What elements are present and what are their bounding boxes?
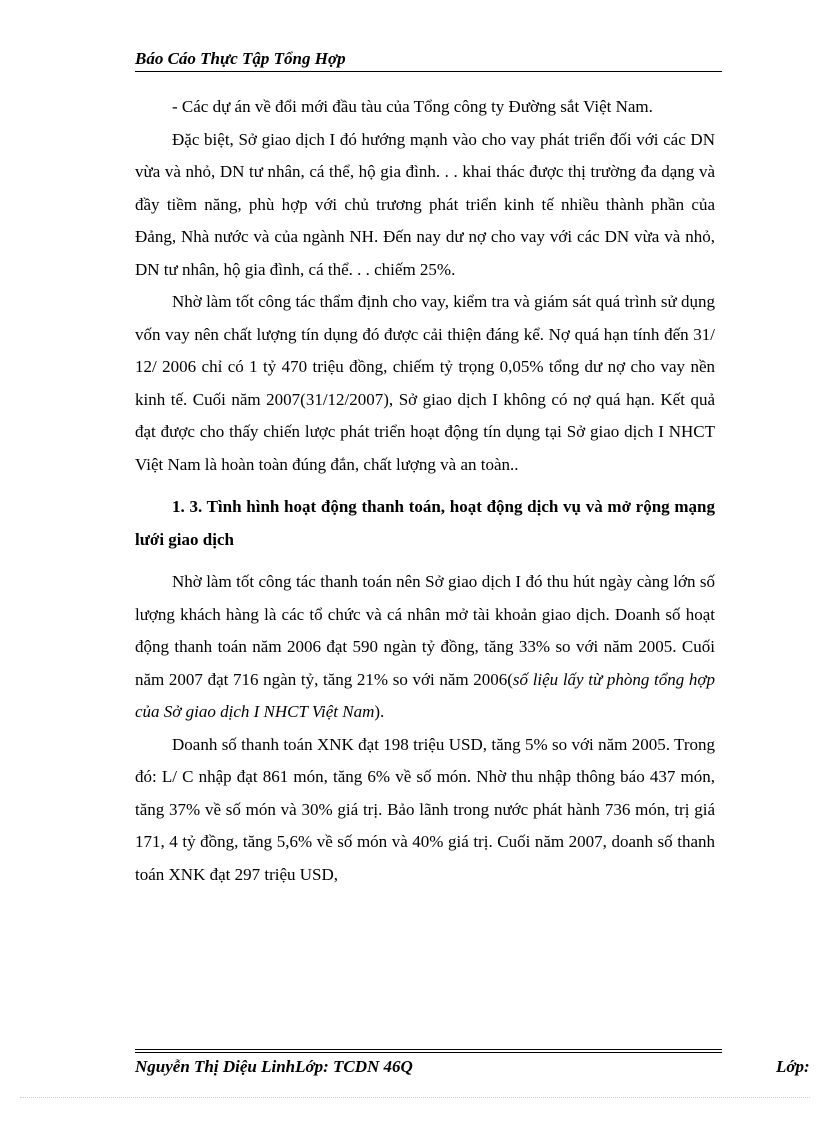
document-body — [135, 91, 715, 891]
footer-divider-bottom — [135, 1052, 722, 1053]
paragraph-projects: - Các dự án về đổi mới đầu tàu của Tổng công ty Đường sắt Việt Nam. — [172, 97, 653, 116]
report-title: Báo Cáo Thực Tập Tổng Hợp — [135, 49, 346, 68]
footer-class-label: Lớp: — [776, 1057, 810, 1076]
paragraph-payments — [135, 566, 715, 729]
footer-author: Nguyễn Thị Diệu LinhLớp: TCDN 46Q — [135, 1057, 413, 1076]
payments-text-end: ). — [374, 702, 385, 721]
page-edge-dotted-line — [20, 1097, 810, 1098]
payments-text: Nhờ làm tốt công tác thanh toán nên Sở giao dịch I đó thu hút ngày càng lớn số lượng khách hàng là các tổ chức và cá nhân mở tài khoản giao dịch. Doanh số hoạt động thanh toán năm 2006 đạt 590 ngàn tỷ đồng, tăng 33% so với năm 2005. Cuối năm 2007 đạt 716 ngàn tỷ, tăng 21% so với năm 2006( — [135, 572, 715, 689]
footer-divider-top — [135, 1049, 722, 1050]
paragraph-import-export: Doanh số thanh toán XNK đạt 198 triệu USD, tăng 5% so với năm 2005. Trong đó: L/ C nhập đạt 861 món, tăng 6% về số món. Nhờ thu nhập thông báo 437 món, tăng 37% về số món và 30% giá trị. Bảo lãnh trong nước phát hành 736 món, trị giá 171, 4 tỷ đồng, tăng 5,6% về số món và 40% giá trị. Cuối năm 2007, doanh số thanh toán XNK đạt 297 triệu USD, — [135, 734, 715, 884]
paragraph-credit-quality: Nhờ làm tốt công tác thẩm định cho vay, kiểm tra và giám sát quá trình sử dụng vốn vay nên chất lượng tín dụng đó được cải thiện đáng kể. Nợ quá hạn tính đến 31/ 12/ 2006 chỉ có 1 tỷ 470 triệu đồng, chiếm tỷ trọng 0,05% tổng dư nợ cho vay nền kinh tế. Cuối năm 2007(31/12/2007), Sở giao dịch I không có nợ quá hạn. Kết quả đạt được cho thấy chiến lược phát triển hoạt động tín dụng tại Sở giao dịch I NHCT Việt Nam là hoàn toàn đúng đắn, chất lượng và an toàn.. — [135, 292, 715, 474]
header-divider — [135, 71, 722, 72]
payments-source-note: số liệu lấy từ phòng tổng hợp của Sở giao dịch I NHCT Việt Nam — [135, 669, 715, 721]
section-heading: 1. 3. Tình hình hoạt động thanh toán, hoạt động dịch vụ và mở rộng mạng lưới giao dịch — [135, 497, 715, 549]
paragraph-sme-lending: Đặc biệt, Sở giao dịch I đó hướng mạnh vào cho vay phát triển đối với các DN vừa và nhỏ, DN tư nhân, cá thể, hộ gia đình. . . khai thác được thị trường đa dạng và đầy tiềm năng, phù hợp với chủ trương phát triển kinh tế nhiều thành phần của Đảng, Nhà nước và của ngành NH. Đến nay dư nợ cho vay với các DN vừa và nhỏ, DN tư nhân, hộ gia đình, cá thể. . . chiếm 25%. — [135, 129, 715, 279]
